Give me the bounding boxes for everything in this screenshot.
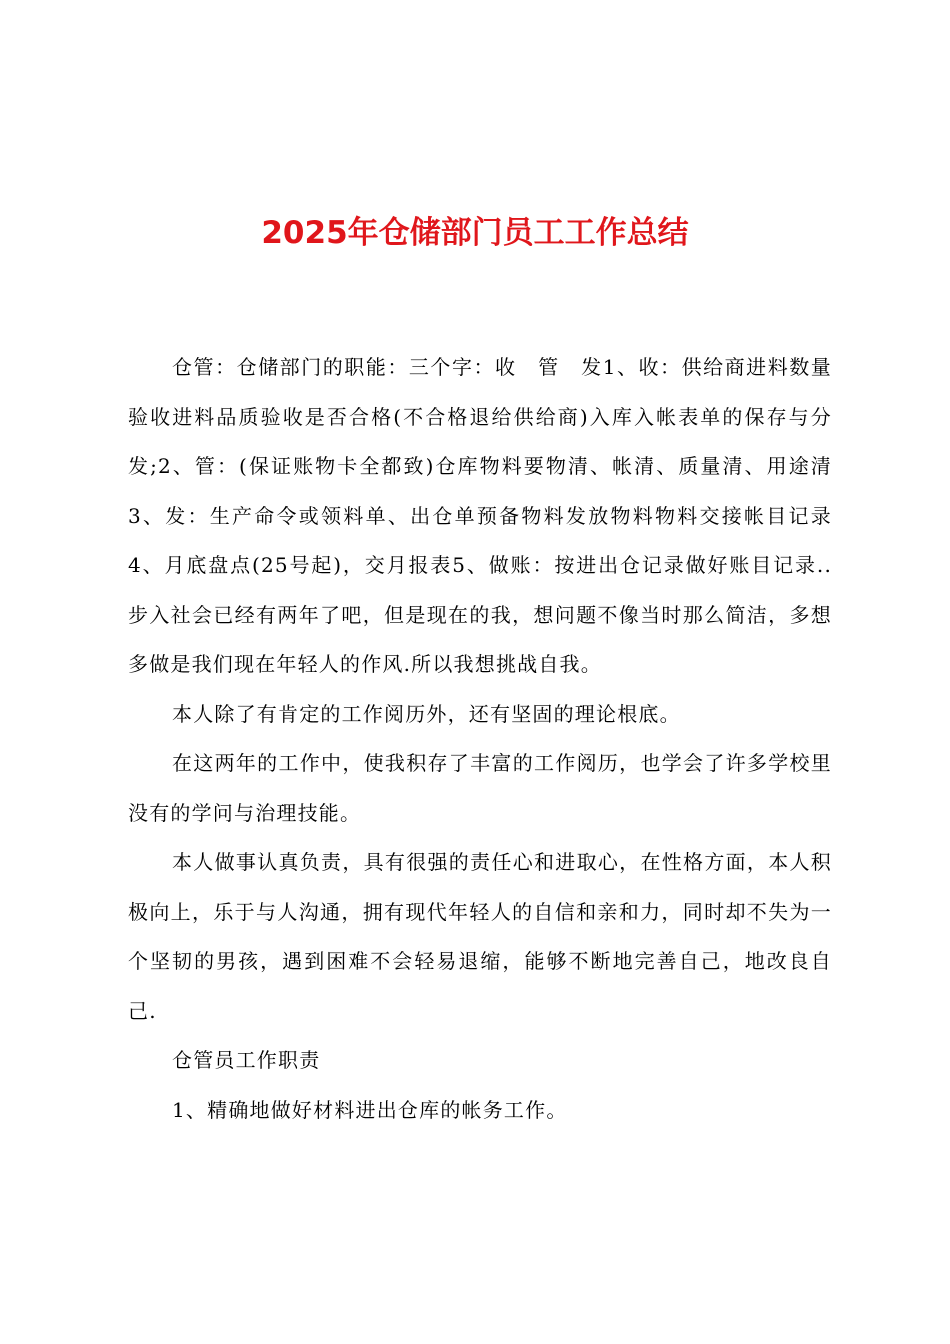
list-item-responsibility-1: 1、精确地做好材料进出仓库的帐务工作。 <box>172 1097 568 1122</box>
section-heading-responsibilities: 仓管员工作职责 <box>172 1048 321 1072</box>
document-title: 2025年仓储部门员工工作总结 <box>261 215 689 251</box>
paragraph-two-years: 在这两年的工作中，使我积存了丰富的工作阅历，也学会了许多学校里没有的学问与治理技能。 <box>128 751 832 825</box>
paragraph-personality: 本人做事认真负责，具有很强的责任心和进取心，在性格方面，本人积极向上，乐于与人沟通，拥有现代年轻人的自信和亲和力，同时却不失为一个坚韧的男孩，遇到困难不会轻易退缩，能够不断地完善自己，地改良自己. <box>128 850 832 1023</box>
paragraph-experience: 本人除了有肯定的工作阅历外，还有坚固的理论根底。 <box>172 701 681 726</box>
document-body <box>128 343 854 1135</box>
paragraph-duties: 仓管：仓储部门的职能：三个字：收 管 发1、收：供给商进料数量验收进料品质验收是否合格(不合格退给供给商)入库入帐表单的保存与分发;2、管：(保证账物卡全都致)仓库物料要物清、帐清、质量清、用途清3、发：生产命令或领料单、出仓单预备物料发放物料物料交接帐目记录4、月底盘点(25号起)，交月报表5、做账：按进出仓记录做好账目记录.. 步入社会已经有两年了吧，但是现在的我，想问题不像当时那么简洁，多想多做是我们现在年轻人的作风.所以我想挑战自我。 <box>128 355 854 676</box>
